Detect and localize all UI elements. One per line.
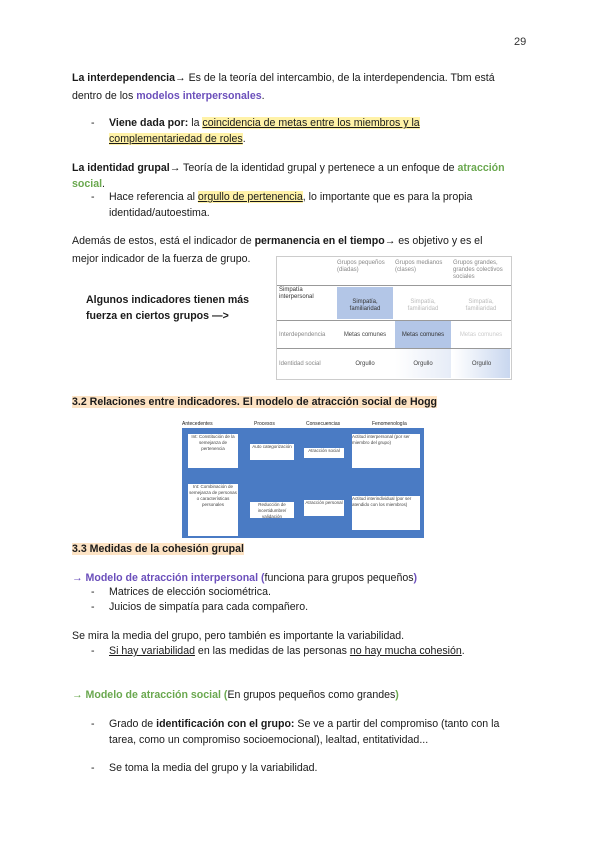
period: . — [102, 178, 105, 190]
table-row-label: Interdependencia — [279, 332, 326, 338]
underlined-text: Si hay variabilidad — [109, 645, 195, 657]
bullet-dash: - — [91, 645, 95, 657]
diagram-box: Actitud interindividual (por ser atendido con los miembros) — [352, 496, 420, 530]
table-cell: Metas comunes — [343, 332, 387, 338]
model-note: funciona para grupos pequeños — [264, 572, 414, 584]
table-header: Grupos grandes, grandes colectivos sociales — [453, 260, 503, 280]
bullet-dash: - — [91, 718, 95, 730]
diagram-box: Auto categorización — [250, 444, 294, 460]
bullet-pre: la — [188, 117, 203, 129]
section-title: 3.2 Relaciones entre indicadores. El modelo de atracción social de Hogg — [72, 396, 438, 408]
diagram-box: Actitud interpersonal (por ser miembro del grupo) — [352, 434, 420, 468]
paren: ( — [258, 572, 265, 584]
hogg-diagram — [176, 416, 430, 540]
media-paragraph: Se mira la media del grupo, pero también es importante la variabilidad. — [72, 630, 405, 642]
period: . — [261, 90, 265, 102]
bullet-dash: - — [91, 117, 95, 129]
diagram-header: Consecuencias — [306, 421, 341, 427]
table-cell: Orgullo — [355, 361, 375, 367]
arrow-icon: → — [384, 235, 396, 247]
diagram-box: Reducción de incertidumbre/ validación — [250, 502, 294, 518]
arrow-icon: → — [175, 72, 186, 84]
side-note-line1: Algunos indicadores tienen más — [86, 294, 250, 306]
bullet-line2: identidad/autoestima. — [109, 207, 210, 219]
green-term: social — [72, 178, 103, 190]
ademas-pre: Además de estos, está el indicador de — [72, 235, 255, 247]
table-cell: Orgullo — [395, 349, 451, 378]
table-cell: Metas comunes — [459, 332, 503, 338]
table-cell: Simpatía, familiaridad — [337, 287, 393, 319]
bullet-text: Juicios de simpatía para cada compañero. — [109, 601, 309, 613]
paren: ) — [413, 572, 418, 584]
diagram-header: Fenomenología — [372, 421, 407, 427]
indicators-table — [276, 256, 512, 380]
period: . — [461, 645, 465, 657]
model-title: Modelo de atracción social — [82, 689, 221, 701]
section-title: 3.3 Medidas de la cohesión grupal — [72, 543, 244, 555]
bullet-dash: - — [91, 191, 95, 203]
table-divider — [277, 285, 511, 286]
bullet-post: Se ve a partir del compromiso (tanto con la — [294, 718, 500, 730]
diagram-box: Atracción social — [304, 448, 344, 458]
bullet-line2: tarea, como un compromiso socioemocional), lealtad, entitatividad... — [109, 734, 429, 746]
arrow-icon: → — [169, 162, 181, 174]
table-cell: Simpatía, familiaridad — [465, 299, 497, 312]
section-3-2-title — [72, 394, 437, 410]
identidad-paragraph — [72, 160, 532, 192]
highlight-text: orgullo de pertenencia — [197, 191, 303, 203]
interdependencia-term: La interdependencia — [72, 72, 176, 84]
bullet-dash: - — [91, 762, 95, 774]
page-number: 29 — [514, 36, 527, 48]
arrow-icon: → — [72, 572, 83, 584]
table-cell: Metas comunes — [395, 321, 451, 348]
diagram-box: Int: Constitución de la semejanza de pertenencia — [188, 434, 238, 468]
bullet-mid: en las medidas de las personas — [194, 645, 350, 657]
diagram-box: Int: Combinación de semejanza de personas o características personales — [188, 484, 238, 536]
side-note-line2: fuerza en ciertos grupos —> — [86, 310, 229, 322]
table-row-label: Simpatía interpersonal — [279, 287, 314, 300]
highlight-text: coincidencia de metas entre los miembros y la — [202, 117, 420, 129]
models-link: modelos interpersonales — [136, 90, 262, 102]
ademas-post: es objetivo y es el — [395, 235, 483, 247]
ademas-bold: permanencia en el tiempo — [254, 235, 385, 247]
bullet-dash: - — [91, 601, 95, 613]
green-term: atracción — [457, 162, 505, 174]
table-header: Grupos pequeños (diadas) — [337, 260, 385, 273]
interdependencia-text2: dentro de los — [72, 90, 137, 102]
identidad-text: Teoría de la identidad grupal y pertenece a un enfoque de — [180, 162, 458, 174]
paren: ) — [395, 689, 399, 701]
bullet-dash: - — [91, 586, 95, 598]
bullet-pre: Hace referencia al — [109, 191, 198, 203]
underlined-text: no hay mucha cohesión — [349, 645, 462, 657]
diagram-box: Atracción personal — [304, 500, 344, 516]
bullet-label: Viene dada por: — [109, 117, 189, 129]
modelo-social-heading — [72, 687, 532, 703]
section-3-3-title — [72, 541, 244, 557]
highlight-text: complementariedad de roles — [109, 133, 243, 145]
diagram-column — [300, 428, 348, 538]
table-header: Grupos medianos (clases) — [395, 260, 443, 273]
arrow-icon: → — [72, 689, 83, 701]
bullet-post: , lo importante que es para la propia — [302, 191, 473, 203]
paren: ( — [220, 689, 228, 701]
identidad-term: La identidad grupal — [72, 162, 170, 174]
diagram-header: Antecedentes — [182, 421, 213, 427]
side-note — [86, 292, 276, 324]
ademas-line2: mejor indicador de la fuerza de grupo. — [72, 253, 251, 265]
bullet-bold: identificación con el grupo: — [156, 718, 295, 730]
table-row-label: Identidad social — [279, 361, 321, 367]
table-cell: Orgullo — [453, 349, 510, 378]
model-title: Modelo de atracción interpersonal — [82, 572, 259, 584]
table-cell: Simpatía, familiaridad — [407, 299, 439, 312]
interdependencia-paragraph — [72, 70, 532, 104]
diagram-header: Procesos — [254, 421, 275, 427]
bullet-text: Se toma la media del grupo y la variabilidad. — [109, 762, 318, 774]
model-note: En grupos pequeños como grandes — [227, 689, 396, 701]
period: . — [242, 133, 246, 145]
bullet-text: Matrices de elección sociométrica. — [109, 586, 271, 598]
interdependencia-text: Es de la teoría del intercambio, de la interdependencia. Tbm está — [185, 72, 495, 84]
bullet-pre: Grado de — [109, 718, 157, 730]
